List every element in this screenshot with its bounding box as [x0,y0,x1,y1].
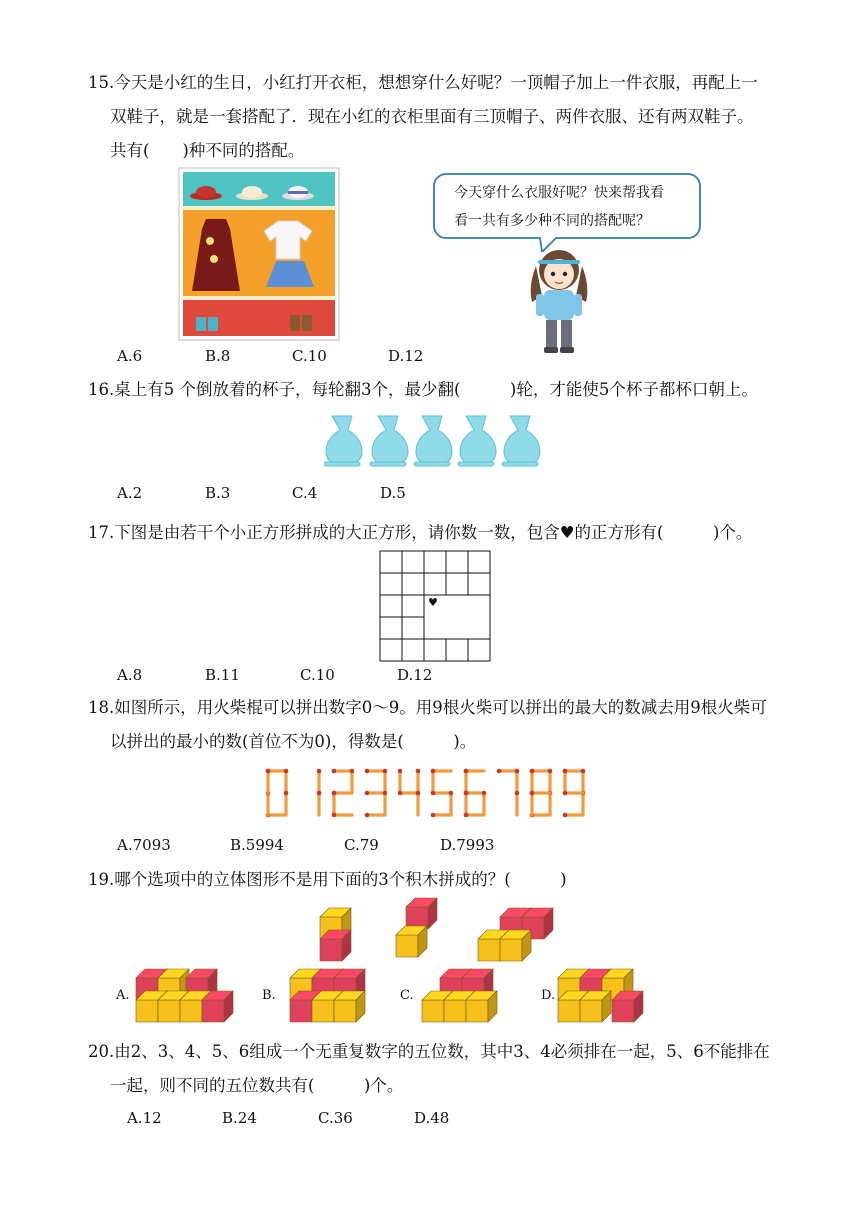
q15-line-2: 双鞋子，就是一套搭配了．现在小红的衣柜里面有三顶帽子、两件衣服、还有两双鞋子。 [110,107,754,126]
q20-line-1: 20.由2、3、4、5、6组成一个无重复数字的五位数，其中3、4必须排在一起，5、6不能排在 [88,1042,770,1061]
q17-option-c[interactable]: C.10 [300,666,335,684]
q20-option-a[interactable]: A.12 [127,1109,162,1127]
q18-option-a[interactable]: A.7093 [117,836,171,854]
q19-option-a-label[interactable]: A. [116,988,130,1003]
q20-option-b[interactable]: B.24 [222,1109,257,1127]
matchstick-digit [530,769,553,818]
q16-option-c[interactable]: C.4 [292,484,318,502]
matchstick-digit [431,769,454,818]
q15-option-b[interactable]: B.8 [205,347,231,365]
q17-option-b[interactable]: B.11 [205,666,240,684]
q20-option-c[interactable]: C.36 [318,1109,353,1127]
matchstick-digit [464,769,487,818]
cube-figures [110,895,670,1035]
q19-option-b-label[interactable]: B. [262,988,276,1003]
matchstick-digit [563,769,586,818]
q19-line-1: 19.哪个选项中的立体图形不是用下面的3个积木拼成的？( ) [88,870,567,889]
cube [406,898,437,929]
q17-option-d[interactable]: D.12 [397,666,433,684]
matchstick-digits [262,768,602,822]
q19-option-d-label[interactable]: D. [541,988,556,1003]
q16-line-1: 16.桌上有5 个倒放着的杯子，每轮翻3个，最少翻( )轮，才能使5个杯子都杯口朝上。 [88,380,758,399]
cube [396,926,427,957]
q18-line-2: 以拼出的最小的数(首位不为0)，得数是( )。 [110,732,477,751]
cups-illustration [324,414,544,470]
cube [320,930,351,961]
q17-line-1: 17.下图是由若干个小正方形拼成的大正方形，请你数一数，包含♥的正方形有( )个。 [88,523,753,542]
q18-line-1: 18.如图所示，用火柴棍可以拼出数字0～9。用9根火柴可以拼出的最大的数减去用9根火柴可 [88,698,767,717]
q16-option-b[interactable]: B.3 [205,484,231,502]
girl-illustration [526,246,592,356]
q15-option-a[interactable]: A.6 [117,347,143,365]
bubble-line-2: 看一共有多少种不同的搭配呢？ [454,213,650,229]
q20-option-d[interactable]: D.48 [414,1109,450,1127]
q19-option-c-label[interactable]: C. [400,988,414,1003]
matchstick-digit [398,769,421,815]
q15-line-1: 15.今天是小红的生日，小红打开衣柜，想想穿什么好呢？一顶帽子加上一件衣服，再配上一 [88,73,758,92]
q17-option-a[interactable]: A.8 [117,666,143,684]
q18-option-b[interactable]: B.5994 [230,836,284,854]
q16-option-a[interactable]: A.2 [117,484,143,502]
cube [580,991,611,1022]
q15-option-c[interactable]: C.10 [292,347,327,365]
cube [202,991,233,1022]
wardrobe-illustration [178,167,340,341]
matchstick-digit [365,769,388,818]
q15-line-3: 共有( )种不同的搭配。 [110,141,305,160]
matchstick-digit [266,769,289,818]
q18-option-d[interactable]: D.7993 [440,836,495,854]
matchstick-digit [317,769,322,815]
bubble-line-1: 今天穿什么衣服好呢？快来帮我看 [454,185,664,201]
q20-line-2: 一起，则不同的五位数共有( )个。 [110,1076,404,1095]
heart-icon: ♥ [428,596,438,609]
matchstick-digit [497,769,520,815]
q18-option-c[interactable]: C.79 [344,836,379,854]
cube [334,991,365,1022]
cube [466,991,497,1022]
cube [500,930,531,961]
q15-option-d[interactable]: D.12 [388,347,424,365]
cube [612,991,643,1022]
matchstick-digit [332,769,355,818]
q16-option-d[interactable]: D.5 [380,484,406,502]
